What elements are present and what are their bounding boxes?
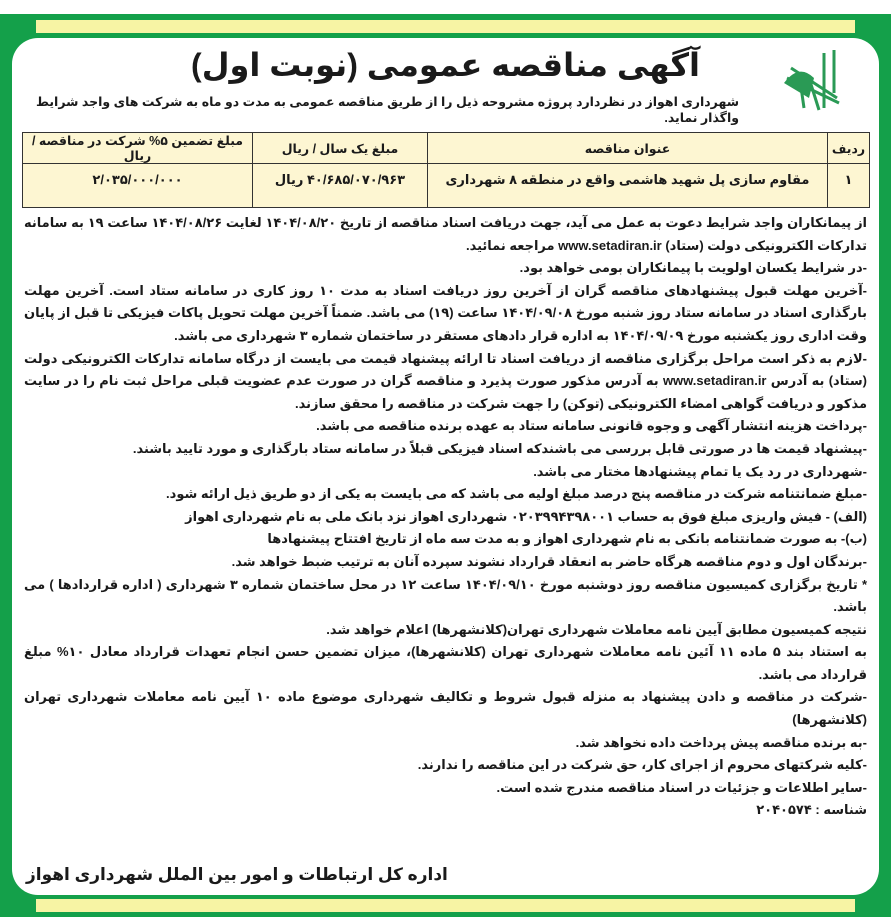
paragraph: (ب)- به صورت ضمانتنامه بانکی به نام شهرداری اهواز و به مدت سه ماه از تاریخ افتتاح پیشنهادها [267, 531, 867, 547]
paragraph: -آخرین مهلت قبول پیشنهادهای مناقصه گران از آخرین روز دریافت اسناد به مدت ۱۰ روز کاری در سامانه ستاد است. آخرین مهلت بارگذاری اسناد در سامانه ستاد روز شنبه مورخ ۱۴۰۴/۰۹/۰۸ ساعت (۱۹) می باشد. ضمناً آخرین مهلت تحویل پاکات فیزیکی تا قبل از پایان وقت اداری روز یکشنبه مورخ ۱۴۰۴/۰۹/۰۹ به اداره قرار دادهای مستقر در ساختمان شماره ۳ شهرداری می باشد. [24, 282, 867, 343]
paragraph: (الف) - فیش واریزی مبلغ فوق به حساب ۰۲۰۳۹۹۴۳۹۸۰۰۱ شهرداری اهواز نزد بانک ملی به نام شهرداری اهواز [185, 508, 867, 524]
table-row [23, 164, 870, 208]
municipality-logo-icon [779, 48, 849, 118]
cell-amount: ۴۰/۶۸۵/۰۷۰/۹۶۳ ریال [253, 164, 428, 208]
paragraph: * تاریخ برگزاری کمیسیون مناقصه روز دوشنبه مورخ ۱۴۰۴/۰۹/۱۰ ساعت ۱۲ در محل ساختمان شماره ۳ شهرداری ( اداره قراردادها ) می باشد. [24, 576, 868, 615]
ad-panel [12, 38, 879, 895]
col-title: عنوان مناقصه [428, 133, 828, 164]
paragraph: از پیمانکاران واجد شرایط دعوت به عمل می آید، جهت دریافت اسناد مناقصه از تاریخ ۱۴۰۴/۰۸/۲۰ لغایت ۱۴۰۴/۰۸/۲۶ ساعت ۱۹ به سامانه تدارکات الکترونیکی دولت (ستاد) www.setadiran.ir مراجعه نمائید. [24, 215, 868, 253]
paragraph: -سایر اطلاعات و جزئیات در اسناد مناقصه مندرج شده است. [496, 779, 867, 795]
signature: اداره کل ارتباطات و امور بین الملل شهرداری اهواز [26, 865, 448, 884]
ad-frame [0, 14, 891, 917]
col-row: ردیف [828, 133, 870, 164]
paragraph: -برندگان اول و دوم مناقصه هرگاه حاضر به انعقاد قرارداد نشوند سپرده آنان به ترتیب ضبط خواهد شد. [231, 553, 867, 569]
paragraph: -پیشنهاد قیمت ها در صورتی قابل بررسی می باشندکه اسناد فیزیکی قبلاً در سامانه ستاد بارگذاری و مورد تایید باشند. [132, 440, 867, 456]
cell-guarantee: ۲/۰۳۵/۰۰۰/۰۰۰ [23, 164, 253, 208]
top-bar [36, 20, 855, 33]
identifier: شناسه : ۲۰۴۰۵۷۴ [756, 802, 867, 818]
paragraph: به استناد بند ۵ ماده ۱۱ آئین نامه معاملات شهرداری تهران (کلانشهرها)، میزان تضمین حسن انجام تعهدات قرارداد معادل ۱۰% مبلغ قرارداد می باشد. [24, 644, 867, 682]
paragraph: -کلیه شرکتهای محروم از اجرای کار، حق شرکت در این مناقصه را ندارند. [417, 757, 867, 773]
ad-body [24, 212, 867, 822]
col-amount: مبلغ یک سال / ریال [253, 133, 428, 164]
bottom-bar [36, 899, 855, 912]
paragraph: نتیجه کمیسیون مطابق آیین نامه معاملات شهرداری تهران(کلانشهرها) اعلام خواهد شد. [326, 621, 867, 637]
cell-title: مقاوم سازی پل شهید هاشمی واقع در منطقه ۸ شهرداری [428, 164, 828, 208]
paragraph: -شرکت در مناقصه و دادن پیشنهاد به منزله قبول شروط و تکالیف شهرداری موضوع ماده ۱۰ آیین نامه معاملات شهرداری تهران (کلانشهرها) [24, 689, 867, 728]
paragraph: -مبلغ ضمانتنامه شرکت در مناقصه پنج درصد مبلغ اولیه می باشد که می بایست به یکی از دو طریق ذیل ارائه شود. [166, 486, 867, 502]
paragraph: -پرداخت هزینه انتشار آگهی و وجوه قانونی سامانه ستاد به عهده برنده مناقصه می باشد. [316, 418, 867, 434]
page-title: آگهی مناقصه عمومی (نوبت اول) [191, 47, 700, 83]
col-guarantee: مبلغ تضمین ۵% شرکت در مناقصه / ریال [23, 133, 253, 164]
paragraph: -شهرداری در رد یک یا تمام پیشنهادها مختار می باشد. [533, 463, 867, 479]
cell-row: ۱ [828, 164, 870, 208]
tender-table [22, 132, 870, 208]
table-header [23, 133, 870, 164]
paragraph: -در شرایط یکسان اولویت با پیمانکاران بومی خواهد بود. [519, 260, 867, 276]
paragraph: -لازم به ذکر است مراحل برگزاری مناقصه از دریافت اسناد تا ارائه پیشنهاد قیمت می بایست از درگاه سامانه تدارکات الکترونیکی دولت (ستاد) به آدرس www.setadiran.ir به آدرس مذکور صورت پذیرد و مناقصه گران در صورت عدم عضویت قبلی مراحل ثبت نام را در سایت مذکور و دریافت گواهی امضاء الکترونیکی (توکن) را جهت شرکت در مناقصه را محقق سازند. [24, 350, 867, 411]
paragraph: -به برنده مناقصه پیش پرداخت داده نخواهد شد. [575, 734, 867, 750]
intro-text: شهرداری اهواز در نظردارد پروژه مشروحه ذیل را از طریق مناقصه عمومی به مدت دو ماه به شرکت های واجد شرایط واگذار نماید. [35, 95, 739, 125]
